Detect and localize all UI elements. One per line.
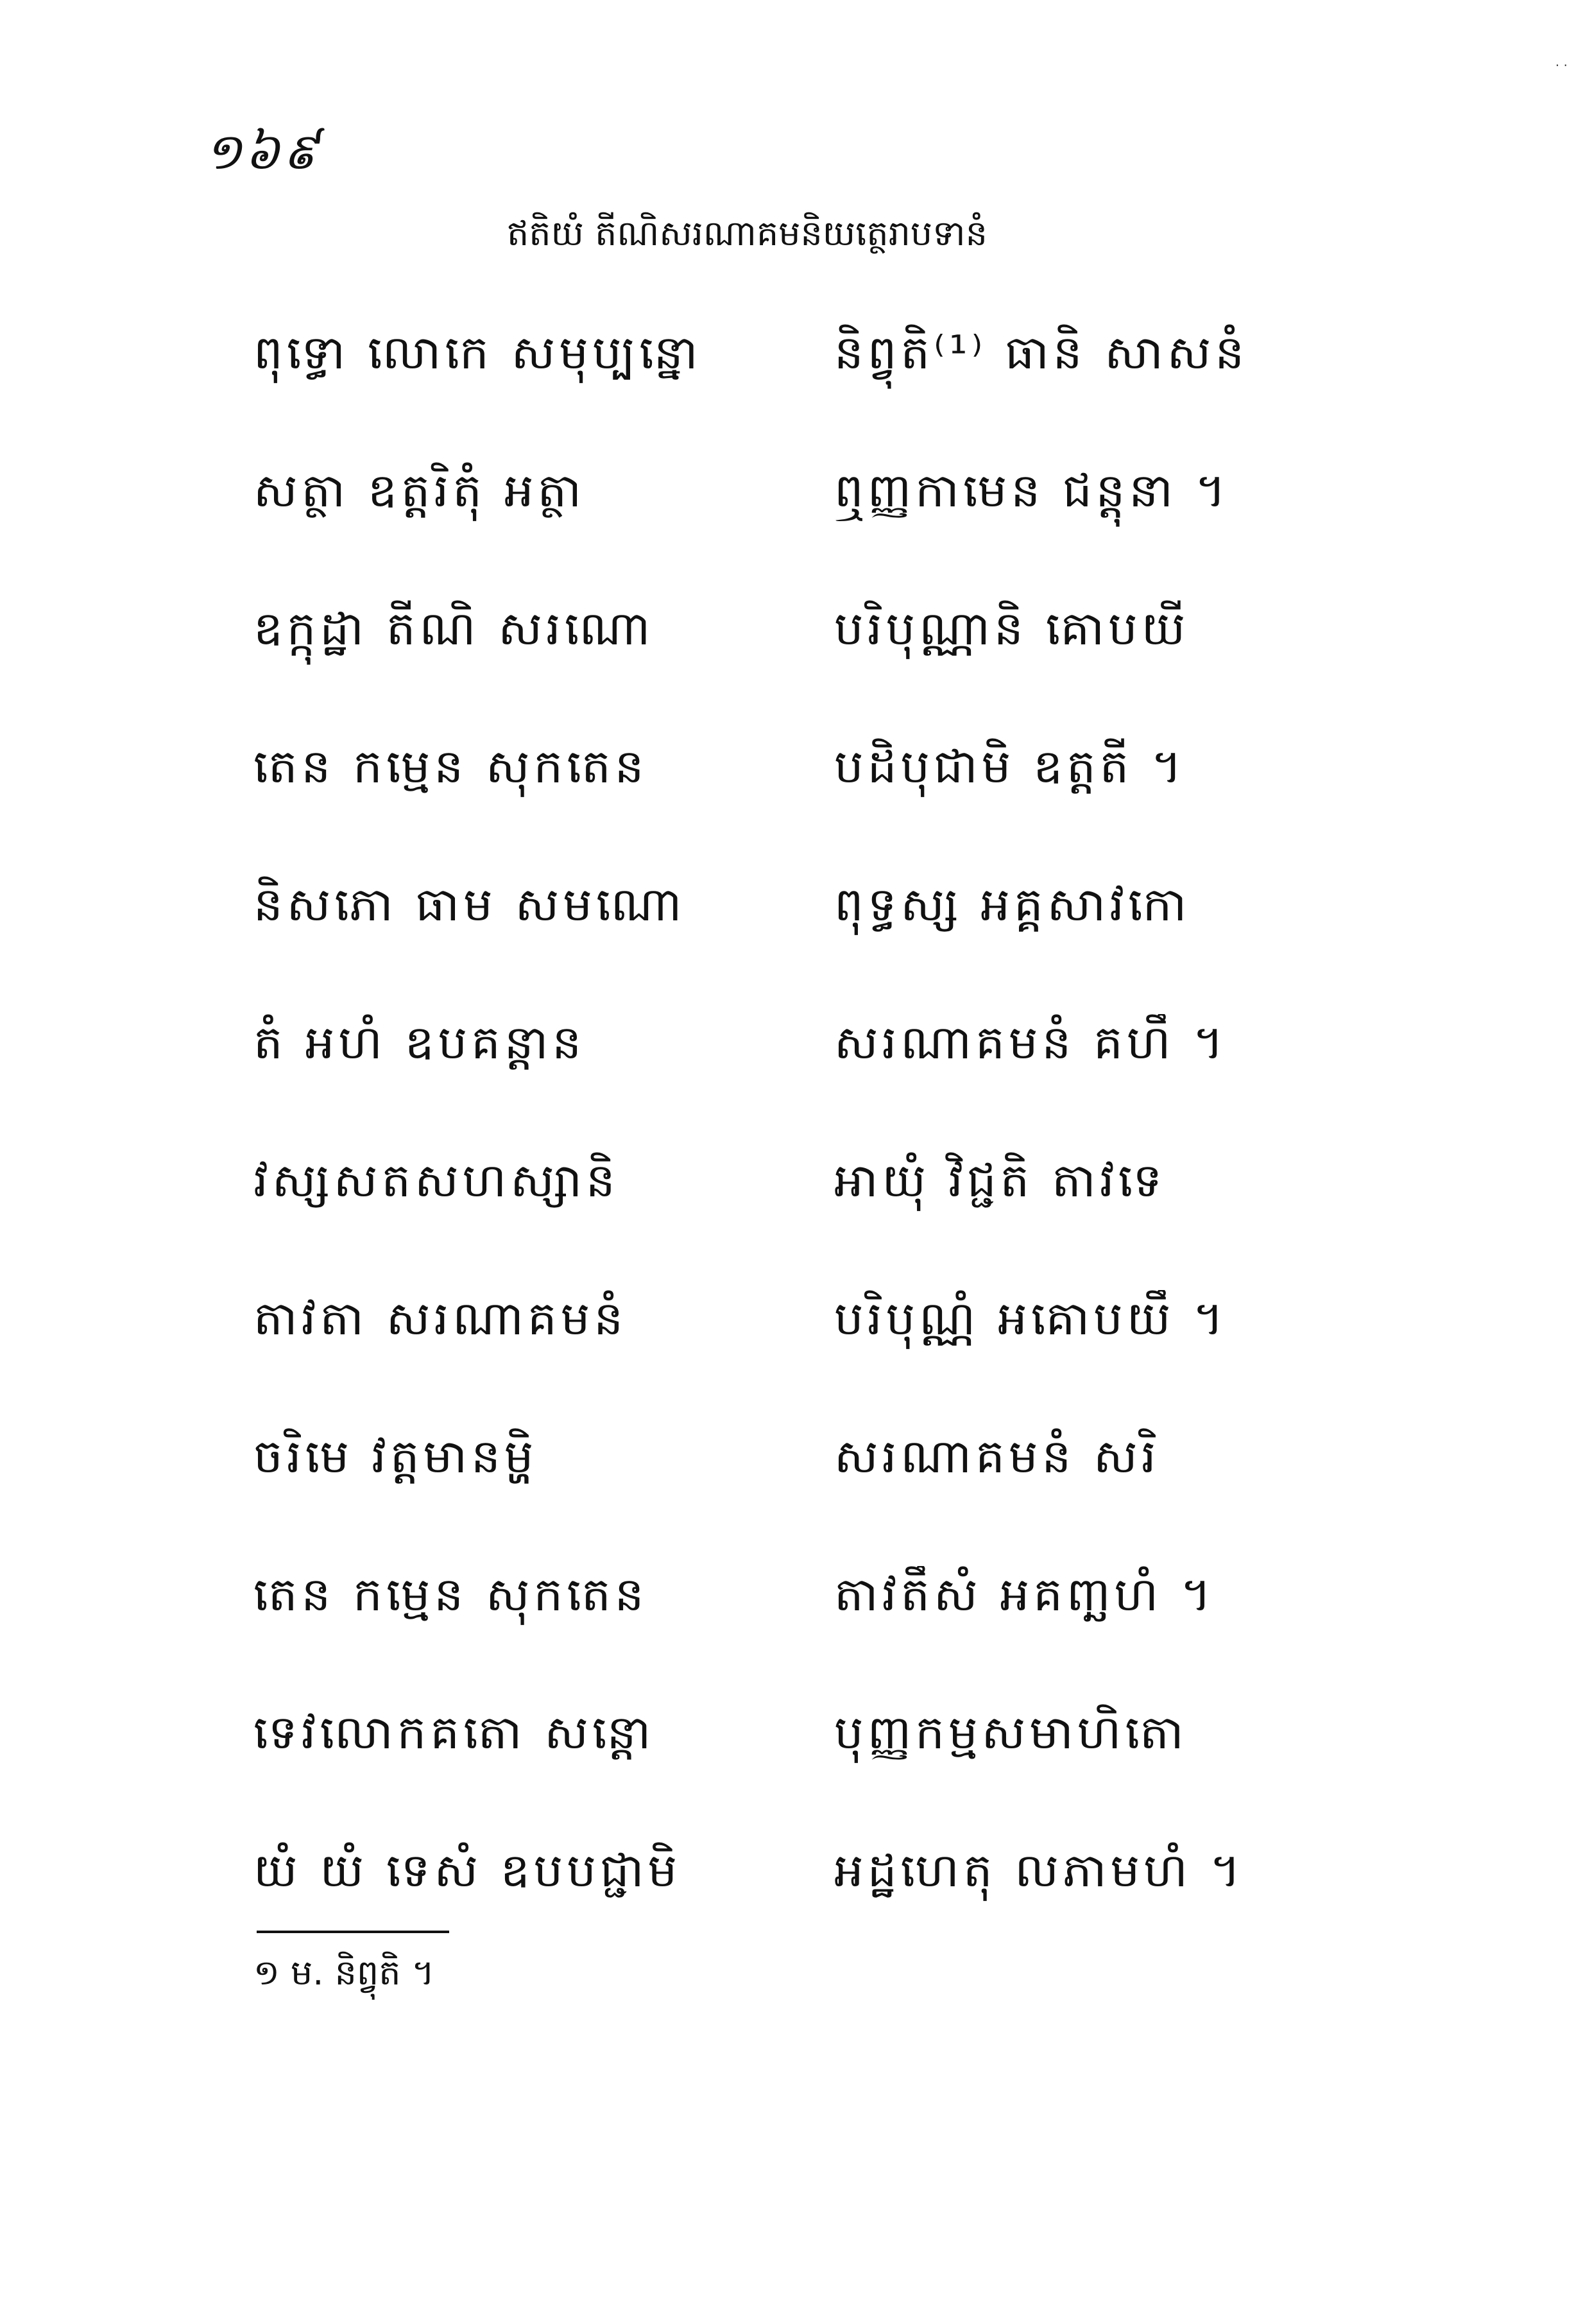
verse-first-half: តំ អហំ ឧបគន្តាន (253, 1015, 586, 1069)
verse-first-half: ទេវលោកគតោ សន្តោ (253, 1705, 655, 1759)
footnote: ១ ម. និព្វុតិ ។ (253, 1952, 435, 1993)
verse-line (0, 1290, 1574, 1367)
page-number: ១៦៩ (204, 123, 321, 181)
footnote-divider (257, 1931, 449, 1933)
section-heading: ឥតិយំ តីណិសរណាគមនិយត្ថេរាបទានំ (507, 213, 988, 254)
verse-second-half: អដ្ឋហេតុ លភាមហំ ។ (834, 1843, 1245, 1897)
verse-second-half: បុញ្ញកម្មសមាហិតោ (834, 1705, 1188, 1759)
verse-line (0, 1152, 1574, 1229)
verse-second-half: បដិបុជាមិ ឧត្តតី ។ (834, 739, 1186, 793)
verse-first-half: ពុទ្ធោ លោកេ សមុប្បន្នោ (253, 325, 702, 379)
verse-line (0, 1704, 1574, 1781)
verse-line (0, 1842, 1574, 1919)
verse-second-half: ឮញ្ញកាមេន ជន្តុនា ។ (834, 463, 1230, 517)
verse-line (0, 1428, 1574, 1505)
verse-second-half: សរណាគមនំ គហឹ ។ (834, 1015, 1228, 1069)
verse-first-half: សត្ថា ឧត្តរិតុំ អត្ថា (253, 463, 586, 517)
verse-first-half: យំ យំ ទេសំ ឧបបជ្ជាមិ (253, 1843, 681, 1897)
verse-line (0, 876, 1574, 953)
verse-line (0, 462, 1574, 539)
verse-second-half: សរណាគមនំ សរិ (834, 1429, 1160, 1483)
verse-line (0, 324, 1574, 401)
margin-specks: · · (1555, 58, 1568, 73)
verse-line (0, 1014, 1574, 1091)
verse-first-half: តេន កម្មេន សុកតេន (253, 739, 648, 793)
verse-line (0, 1566, 1574, 1643)
verse-second-half: តាវតឹសំ អគញ្ឆហំ ។ (834, 1567, 1215, 1621)
verse-first-half: និសភោ ធាម សមណោ (253, 877, 686, 931)
verse-second-half: អាយុំ វិជ្ជតិ តាវទេ (834, 1153, 1167, 1207)
verse-second-half: ពុទ្ធស្ស អគ្គសាវកោ (834, 877, 1191, 931)
verse-second-half: និព្វុតិ⁽¹⁾ ធានិ សាសនំ (834, 325, 1249, 379)
verse-first-half: តាវតា សរណាគមនំ (253, 1291, 628, 1345)
verse-first-half: ចរិមេ វត្តមានម្ហិ (253, 1429, 538, 1483)
verse-line (0, 600, 1574, 677)
verse-second-half: បរិបុណ្ណំ អគោបយឹ ។ (834, 1291, 1228, 1345)
verse-second-half: បរិបុណ្ណានិ គោបយី (834, 601, 1190, 655)
verse-line (0, 738, 1574, 815)
verse-first-half: ឧក្កុដ្ឋា តីណិ សរណោ (253, 601, 654, 655)
verse-first-half: តេន កម្មេន សុកតេន (253, 1567, 648, 1621)
verse-first-half: វស្សសតសហស្សានិ (253, 1153, 619, 1207)
